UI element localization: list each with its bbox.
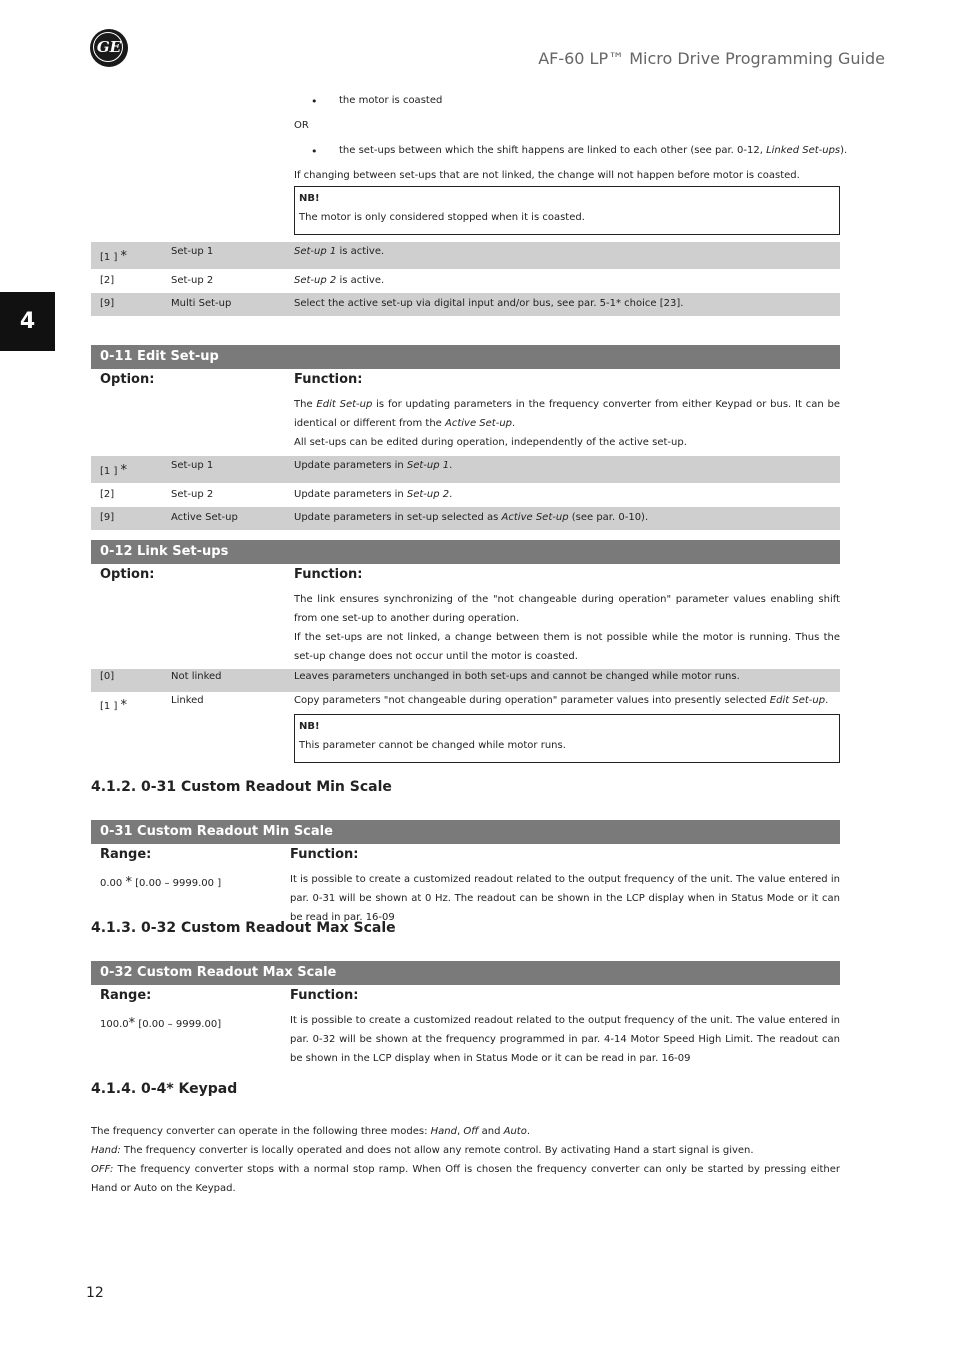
function-header: Function:: [294, 372, 363, 387]
range-value: 100.0* [0.00 – 9999.00]: [100, 1016, 222, 1031]
function-header: Function:: [290, 988, 359, 1003]
param-bar-0-12: 0-12 Link Set-ups: [91, 540, 840, 564]
option-row: [1 ] * Set-up 1 Update parameters in Set-up 1.: [91, 456, 840, 483]
param-description: All set-ups can be edited during operation, independently of the active set-up.: [294, 437, 687, 448]
page-number: 12: [86, 1285, 104, 1301]
option-row: [9] Active Set-up Update parameters in set-up selected as Active Set-up (see par. 0-10).: [91, 507, 840, 530]
nb-title: NB!: [299, 721, 320, 732]
or-label: OR: [294, 120, 309, 131]
param-description: The Edit Set-up is for updating parameters in the frequency converter from either Keypad or bus. It can be identical or different from the Active Set-up.: [294, 399, 841, 429]
param-bar-0-31: 0-31 Custom Readout Min Scale: [91, 820, 840, 844]
bullet-icon: •: [311, 95, 318, 108]
section-heading-4-1-3: 4.1.3. 0-32 Custom Readout Max Scale: [91, 920, 396, 936]
bullet-text-2: the set-ups between which the shift happens are linked to each other (see par. 0-12, Linked Set-ups).: [339, 145, 848, 156]
function-header: Function:: [294, 567, 363, 582]
section-heading-4-1-2: 4.1.2. 0-31 Custom Readout Min Scale: [91, 779, 392, 795]
nb-body: The motor is only considered stopped when it is coasted.: [299, 212, 585, 223]
bullet-text-1: the motor is coasted: [339, 95, 443, 106]
chapter-tab: 4: [0, 292, 55, 351]
option-row: [1 ] * Set-up 1 Set-up 1 is active.: [91, 242, 840, 269]
keypad-paragraph: The frequency converter can operate in the following three modes: Hand, Off and Auto.: [91, 1126, 531, 1137]
bullet-icon: •: [311, 145, 318, 158]
logo-text: GE: [96, 38, 122, 56]
option-header: Option:: [100, 567, 155, 582]
option-row: [2] Set-up 2 Set-up 2 is active.: [100, 275, 385, 286]
ge-logo: [90, 29, 128, 67]
option-row: [1 ] * Linked Copy parameters "not changeable during operation" parameter values into presently selected Edit Set-up.: [100, 695, 829, 713]
option-header: Option:: [100, 372, 155, 387]
range-header: Range:: [100, 847, 152, 862]
param-description: The link ensures synchronizing of the "not changeable during operation" parameter values enabling shift from one set-up to another during operation.: [294, 594, 840, 624]
range-value: 0.00 * [0.00 – 9999.00 ]: [100, 875, 222, 890]
nb-box-2: [294, 714, 840, 763]
function-header: Function:: [290, 847, 359, 862]
option-row: [9] Multi Set-up Select the active set-up via digital input and/or bus, see par. 5-1* choice [23].: [91, 293, 840, 316]
option-row: [2] Set-up 2 Update parameters in Set-up 2.: [100, 489, 453, 500]
param-description: It is possible to create a customized readout related to the output frequency of the unit. The value entered in par. 0-31 will be shown at 0 Hz. The readout can be shown in the LCP display when in Status Mode or it can be read in par. 16-09: [290, 874, 840, 923]
section-heading-4-1-4: 4.1.4. 0-4* Keypad: [91, 1081, 238, 1097]
option-row: [0] Not linked Leaves parameters unchanged in both set-ups and cannot be changed while motor runs.: [91, 669, 840, 692]
param-bar-0-32: 0-32 Custom Readout Max Scale: [91, 961, 840, 985]
intro-note: If changing between set-ups that are not linked, the change will not happen before motor is coasted.: [294, 170, 800, 181]
nb-title: NB!: [299, 193, 320, 204]
keypad-hand-paragraph: Hand: The frequency converter is locally operated and does not allow any remote control. By activating Hand a start signal is given.: [91, 1145, 754, 1156]
range-header: Range:: [100, 988, 152, 1003]
param-description: If the set-ups are not linked, a change between them is not possible while the motor is running. Thus the set-up change does not occur until the motor is coasted.: [294, 632, 840, 662]
document-title: AF-60 LP™ Micro Drive Programming Guide: [538, 49, 885, 68]
param-bar-0-11: 0-11 Edit Set-up: [91, 345, 840, 369]
nb-box-1: [294, 186, 840, 235]
nb-body: This parameter cannot be changed while motor runs.: [299, 740, 566, 751]
keypad-off-paragraph: OFF: The frequency converter stops with a normal stop ramp. When Off is chosen the frequency converter can only be started by pressing either Hand or Auto on the Keypad.: [91, 1164, 840, 1194]
param-description: It is possible to create a customized readout related to the output frequency of the unit. The value entered in par. 0-32 will be shown at the frequency programmed in par. 4-14 Motor Speed High Limit. The readout can be shown in the LCP display when in Status Mode or it can be read in par. 16-09: [290, 1015, 840, 1064]
